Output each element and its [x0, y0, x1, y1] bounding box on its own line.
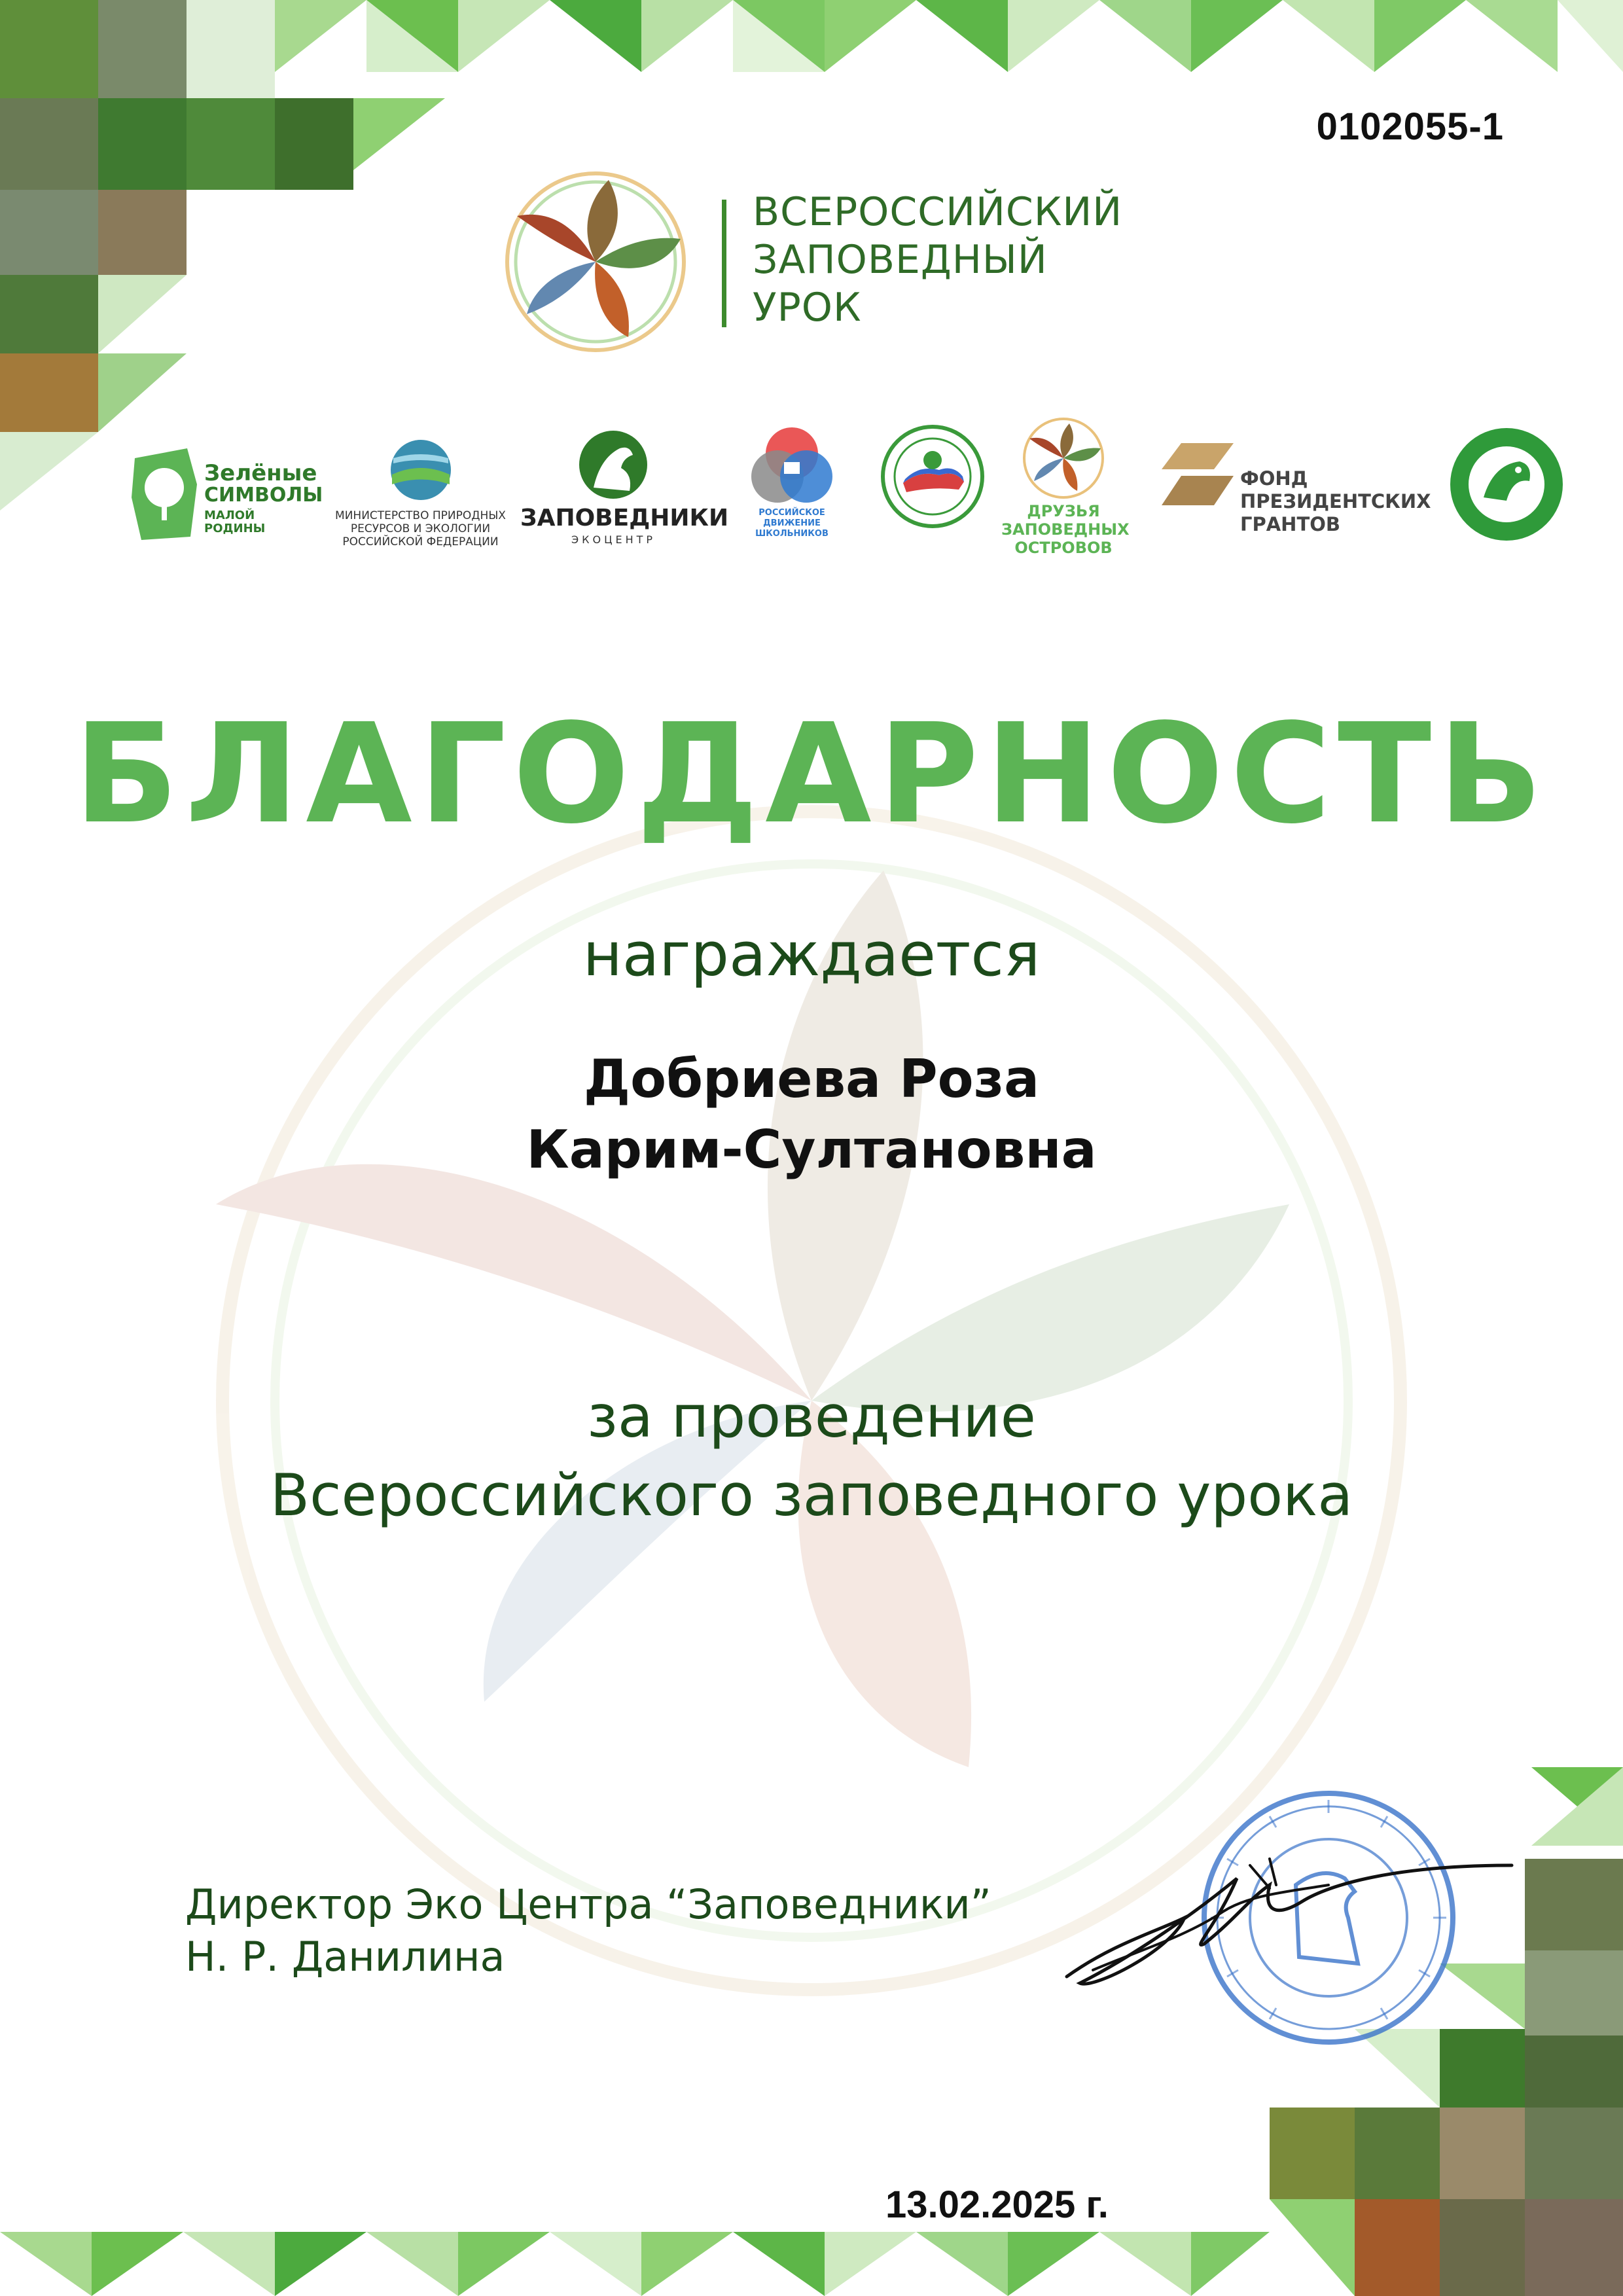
- partner-label: ЗАПОВЕДНИКИ: [520, 505, 729, 531]
- partner-label: ДРУЗЬЯ: [1027, 502, 1100, 520]
- partner-label: ГРАНТОВ: [1240, 513, 1340, 535]
- top-left-nature-photos: [0, 0, 353, 511]
- recipient-name: [0, 1044, 1623, 1185]
- green-symbols-tree-logo-icon: [128, 445, 200, 543]
- partner-label: МИНИСТЕРСТВО ПРИРОДНЫХ: [335, 509, 506, 522]
- event-title-line: ВСЕРОССИЙСКИЙ: [753, 189, 1123, 235]
- presidential-grants-logo-icon: [1162, 440, 1237, 509]
- recipient-name-line: Карим-Султановна: [526, 1119, 1097, 1180]
- ecological-movement-map-logo-icon: [880, 424, 985, 529]
- partner-label: РОССИЙСКОЕ: [758, 508, 825, 518]
- event-title: [753, 188, 1122, 332]
- logo-divider: [722, 200, 726, 327]
- partner-label: МАЛОЙ РОДИНЫ: [204, 509, 266, 535]
- rdsh-circles-logo-icon: [746, 424, 838, 506]
- award-reason-line: Всероссийского заповедного урока: [270, 1462, 1353, 1529]
- handwritten-signature-icon: [1054, 1839, 1525, 2009]
- signer-name: Н. Р. Данилина: [185, 1933, 505, 1981]
- partner-label: РЕСУРСОВ И ЭКОЛОГИИ: [350, 522, 491, 535]
- serial-number: 0102055-1: [1316, 105, 1504, 148]
- partner-label: ДВИЖЕНИЕ ШКОЛЬНИКОВ: [755, 518, 829, 539]
- signer-block: [185, 1878, 991, 1983]
- awarded-text: награждается: [582, 920, 1041, 990]
- partner-label: ПРЕЗИДЕНТСКИХ: [1240, 490, 1431, 512]
- ecological-policy-center-seal-icon: [1448, 425, 1565, 543]
- partner-zapovedniki: [520, 429, 729, 547]
- partner-label: РОССИЙСКОЙ ФЕДЕРАЦИИ: [342, 535, 499, 548]
- flower-petals-logo-icon: [497, 164, 694, 360]
- partner-presidential-grants: [1162, 440, 1436, 535]
- zapovedniki-animal-logo-icon: [574, 429, 652, 501]
- recipient-name-line: Добриева Роза: [583, 1049, 1040, 1109]
- ministry-globe-logo-icon: [389, 439, 452, 501]
- partner-ministry: [327, 439, 514, 550]
- award-reason: [0, 1378, 1623, 1535]
- partner-green-symbols: [128, 445, 323, 543]
- issue-date: 13.02.2025 г.: [885, 2183, 1109, 2226]
- award-reason-line: за проведение: [587, 1383, 1036, 1450]
- partner-label: ОСТРОВОВ: [1014, 539, 1113, 557]
- event-title-line: УРОК: [753, 285, 862, 331]
- partner-label: ФОНД: [1240, 467, 1308, 490]
- event-title-line: ЗАПОВЕДНЫЙ: [753, 237, 1048, 283]
- partner-ecological-policy-center: [1448, 425, 1565, 543]
- partner-label: ЗАПОВЕДНЫХ: [1001, 520, 1130, 539]
- bottom-triangle-border: [0, 2232, 1270, 2296]
- partner-label: СИМВОЛЫ: [204, 484, 323, 507]
- partner-friends-of-reserves: [1001, 416, 1130, 560]
- partner-label: Зелёные: [204, 460, 317, 486]
- partner-ecological-movement: [880, 424, 985, 529]
- friends-of-reserves-logo-icon: [1021, 416, 1106, 501]
- partner-rdsh: [736, 424, 847, 548]
- certificate-heading: БЛАГОДАРНОСТЬ: [73, 694, 1550, 854]
- signer-title: Директор Эко Центра “Заповедники”: [185, 1880, 991, 1928]
- partner-label: ЭКОЦЕНТР: [571, 533, 656, 546]
